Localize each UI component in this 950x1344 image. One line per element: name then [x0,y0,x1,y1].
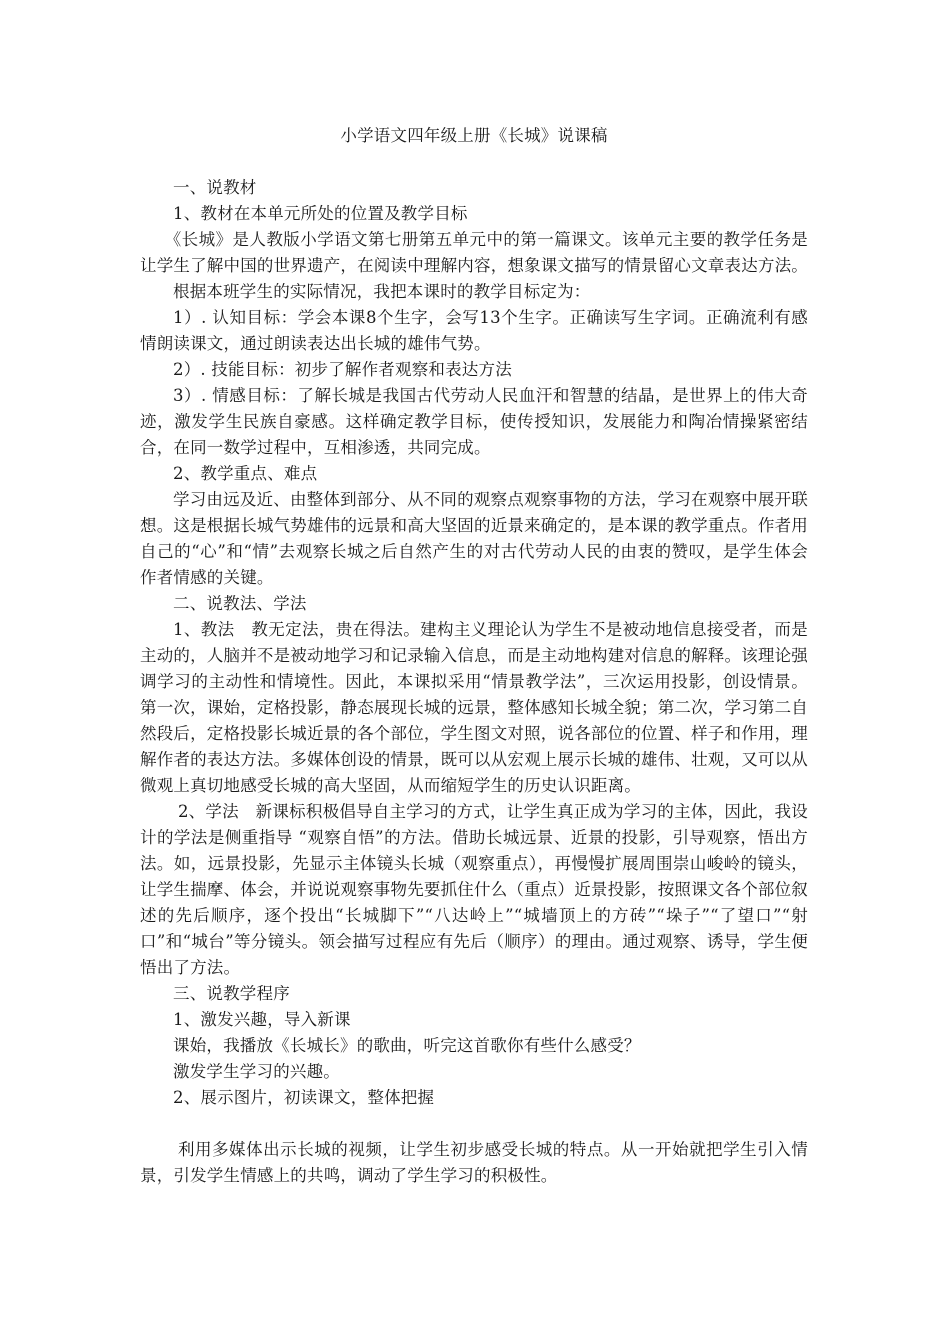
document-title: 小学语文四年级上册《长城》说课稿 [340,126,608,145]
section-heading: 一、说教材 [173,178,257,197]
body-paragraph: 利用多媒体出示长城的视频，让学生初步感受长城的特点。从一开始就把学生引入情景，引发学生情感上的共鸣，调动了学生学习的积极性。 [140,1140,808,1185]
subsection-heading: 2、展示图片，初读课文，整体把握 [173,1088,435,1107]
body-paragraph: 2）. 技能目标：初步了解作者观察和表达方法 [173,360,512,379]
body-paragraph: 2、学法 新课标积极倡导自主学习的方式，让学生真正成为学习的主体，因此，我设计的学法是侧重指导 “观察自悟”的方法。借助长城远景、近景的投影，引导观察，悟出方法。如，远景投影，先显示主体镜头长城（观察重点），再慢慢扩展周围崇山峻岭的镜头，让学生揣摩、体会，并说说观察事物先要抓住什么（重点）近景投影，按照课文各个部位叙述的先后顺序，逐个投出“长城脚下”“八达岭上”“城墙顶上的方砖”“垛子”“了望口”“射口”和“城台”等分镜头。领会描写过程应有先后（顺序）的理由。通过观察、诱导，学生便悟出了方法。 [140,802,808,977]
section-heading: 二、说教法、学法 [173,594,307,613]
body-paragraph: 1）. 认知目标：学会本课8个生字，会写13个生字。正确读写生字词。正确流利有感情朗读课文，通过朗读表达出长城的雄伟气势。 [140,308,808,353]
subsection-heading: 1、教材在本单元所处的位置及教学目标 [173,204,468,223]
body-paragraph: 3）. 情感目标：了解长城是我国古代劳动人民血汗和智慧的结晶，是世界上的伟大奇迹，激发学生民族自豪感。这样确定教学目标，使传授知识，发展能力和陶冶情操紧密结合，在同一数学过程中，互相渗透，共同完成。 [140,386,808,457]
section-heading: 三、说教学程序 [173,984,290,1003]
body-paragraph: 《长城》是人教版小学语文第七册第五单元中的第一篇课文。该单元主要的教学任务是让学生了解中国的世界遗产，在阅读中理解内容，想象课文描写的情景留心文章表达方法。 [140,230,808,275]
body-paragraph: 1、教法 教无定法，贵在得法。建构主义理论认为学生不是被动地信息接受者，而是主动的，人脑并不是被动地学习和记录输入信息，而是主动地构建对信息的解释。该理论强调学习的主动性和情境性。因此，本课拟采用“情景教学法”，三次运用投影，创设情景。第一次，课始，定格投影，静态展现长城的远景，整体感知长城全貌；第二次，学习第二自然段后，定格投影长城近景的各个部位，学生图文对照，说各部位的位置、样子和作用，理解作者的表达方法。多媒体创设的情景，既可以从宏观上展示长城的雄伟、壮观，又可以从微观上真切地感受长城的高大坚固，从而缩短学生的历史认识距离。 [140,620,808,795]
blank-line [140,1111,808,1137]
subsection-heading: 2、教学重点、难点 [173,464,318,483]
document-page [140,123,808,1189]
body-paragraph: 学习由远及近、由整体到部分、从不同的观察点观察事物的方法，学习在观察中展开联想。这是根据长城气势雄伟的远景和高大坚固的近景来确定的，是本课的教学重点。作者用自己的“心”和“情”去观察长城之后自然产生的对古代劳动人民的由衷的赞叹，是学生体会作者情感的关键。 [140,490,808,587]
body-paragraph: 激发学生学习的兴趣。 [173,1062,340,1081]
body-paragraph: 课始，我播放《长城长》的歌曲，听完这首歌你有些什么感受？ [173,1036,641,1055]
body-paragraph: 根据本班学生的实际情况，我把本课时的教学目标定为： [173,282,591,301]
subsection-heading: 1、激发兴趣，导入新课 [173,1010,351,1029]
